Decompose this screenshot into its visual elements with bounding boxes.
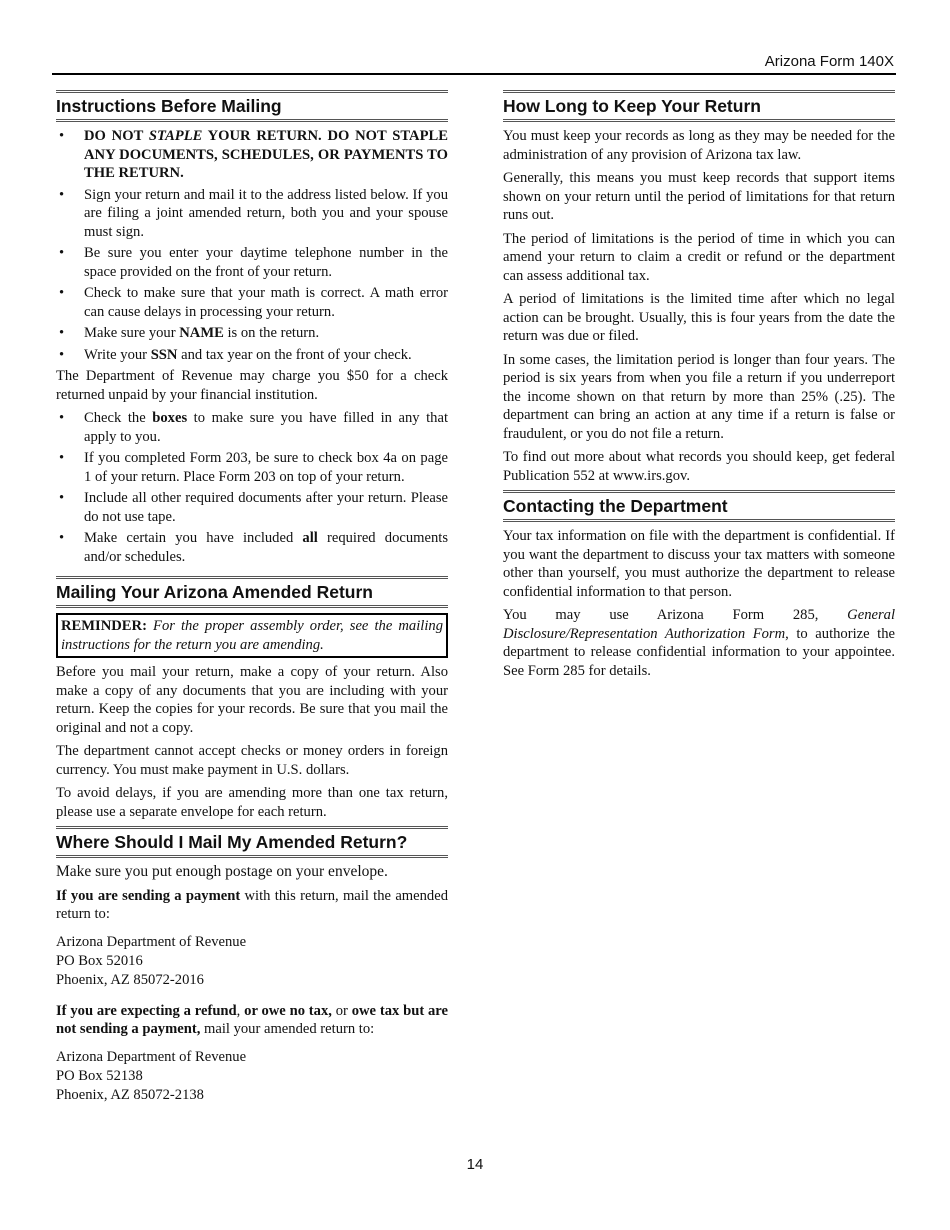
mailing-address-refund: Arizona Department of Revenue PO Box 52138 Phoenix, AZ 85072-2138 <box>56 1048 247 1103</box>
section-heading-where: Where Should I Mail My Amended Return? <box>56 826 448 858</box>
instructions-list-2 <box>56 409 448 566</box>
right-column <box>503 90 895 685</box>
paragraph: To avoid delays, if you are amending more than one tax return, please use a separate envelope for each return. <box>56 785 448 820</box>
list-item: • Sign your return and mail it to the address listed below. If you are filing a joint amended return, both you and your spouse must sign. <box>56 186 448 242</box>
section-heading-instructions: Instructions Before Mailing <box>56 90 448 122</box>
section-heading-contact: Contacting the Department <box>503 490 895 522</box>
paragraph: Before you mail your return, make a copy of your return. Also make a copy of any documents that you are including with your return. Keep the copies for your records. Be sure that you mail the original and not a copy. <box>56 664 448 736</box>
instructions-list <box>56 127 448 364</box>
list-item: • Make sure your NAME is on the return. <box>56 324 448 343</box>
paragraph: In some cases, the limitation period is longer than four years. The period is six years from when you file a return if you underreport the income shown on that return by more than 25% (.25). The department can bring an action at any time if a return is false or fraudulent, or you do not file a return. <box>503 351 895 442</box>
list-item: • Check to make sure that your math is correct. A math error can cause delays in processing your return. <box>56 284 448 321</box>
section-heading-keep: How Long to Keep Your Return <box>503 90 895 122</box>
list-item: • Be sure you enter your daytime telephone number in the space provided on the front of your return. <box>56 244 448 281</box>
list-item: • If you completed Form 203, be sure to check box 4a on page 1 of your return. Place Form 203 on top of your return. <box>56 449 448 486</box>
list-item: • Check the boxes to make sure you have filled in any that apply to you. <box>56 409 448 446</box>
paragraph: You must keep your records as long as they may be needed for the administration of any provision of Arizona tax law. <box>503 128 895 163</box>
paragraph: The department cannot accept checks or money orders in foreign currency. You must make payment in U.S. dollars. <box>56 743 448 778</box>
mailing-address-payment: Arizona Department of Revenue PO Box 52016 Phoenix, AZ 85072-2016 <box>56 933 247 988</box>
left-column <box>56 90 448 1117</box>
section-heading-mailing: Mailing Your Arizona Amended Return <box>56 576 448 608</box>
list-item: • Write your SSN and tax year on the front of your check. <box>56 346 448 365</box>
paragraph: Generally, this means you must keep records that support items shown on your return until the period of limitations for that return runs out. <box>503 170 895 223</box>
page-number: 14 <box>466 1156 484 1173</box>
paragraph: Your tax information on file with the department is confidential. If you want the department to discuss your tax matters with someone other than yourself, you must authorize the department to release confidential information to that person. <box>503 528 895 600</box>
list-item: • Make certain you have included all required documents and/or schedules. <box>56 529 448 566</box>
form-title: Arizona Form 140X <box>764 53 894 70</box>
paragraph: Make sure you put enough postage on your envelope. <box>56 863 388 880</box>
list-item: • Include all other required documents after your return. Please do not use tape. <box>56 489 448 526</box>
paragraph: If you are expecting a refund, or owe no tax, or owe tax but are not sending a payment, mail your amended return to: <box>56 1002 448 1037</box>
paragraph: The Department of Revenue may charge you $50 for a check returned unpaid by your financial institution. <box>56 368 448 403</box>
paragraph: To find out more about what records you should keep, get federal Publication 552 at www.irs.gov. <box>503 449 895 484</box>
paragraph: You may use Arizona Form 285, General Disclosure/Representation Authorization Form, to authorize the department to release confidential information to your appointee. See Form 285 for details. <box>503 607 895 679</box>
list-item: • DO NOT STAPLE YOUR RETURN. DO NOT STAPLE ANY DOCUMENTS, SCHEDULES, OR PAYMENTS TO THE RETURN. <box>56 127 448 183</box>
paragraph: A period of limitations is the limited time after which no legal action can be brought. Usually, this is four years from the date the return was due or filed. <box>503 291 895 344</box>
paragraph: The period of limitations is the period of time in which you can amend your return to claim a credit or refund or the department can assess additional tax. <box>503 230 895 284</box>
reminder-box: REMINDER: For the proper assembly order, see the mailing instructions for the return you are amending. <box>56 613 448 658</box>
header-rule <box>52 73 896 75</box>
paragraph: If you are sending a payment with this return, mail the amended return to: <box>56 887 448 922</box>
